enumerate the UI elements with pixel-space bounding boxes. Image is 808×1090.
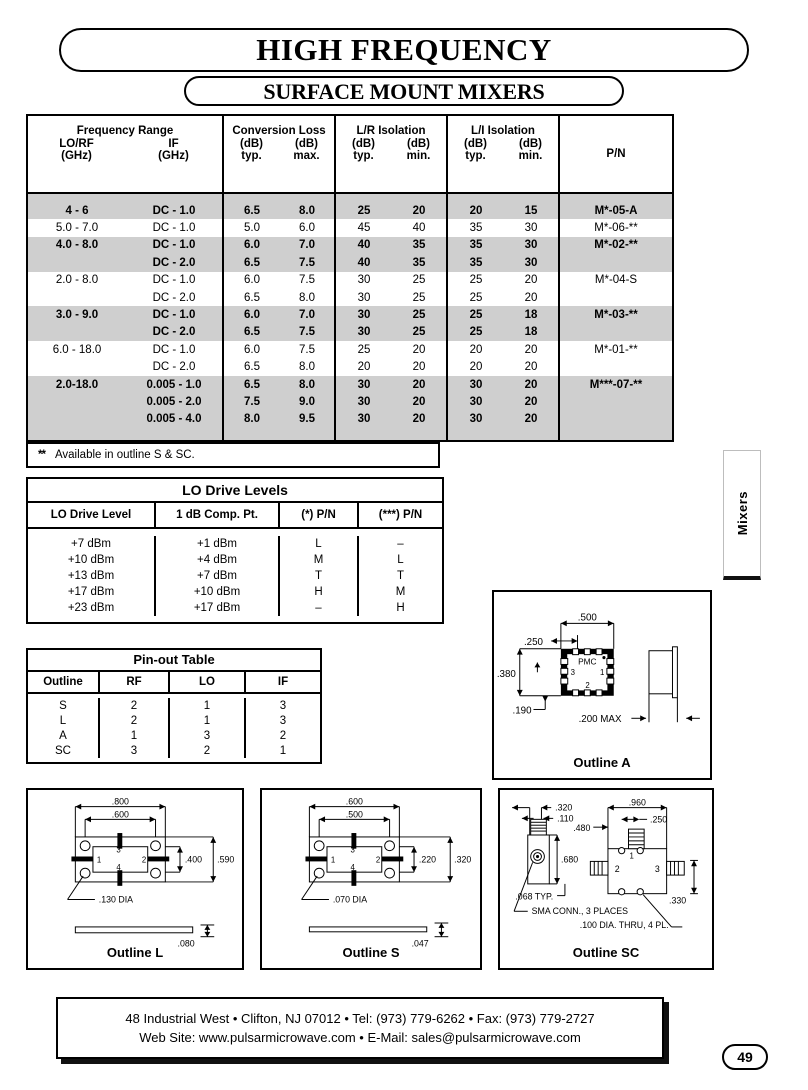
cell-li-typ: 35 [469,256,483,269]
table-row [28,393,672,410]
svg-text:.047: .047 [411,938,429,949]
cell-li-min: 20 [504,341,560,358]
cell-lr-typ: 30 [357,326,371,339]
header-lr-typ-unit: (dB) [352,138,375,150]
cell-pn-star: H [280,584,359,600]
cell-lr-min: 20 [392,341,448,358]
cell-li-typ: 30 [469,378,483,391]
header-li-isolation-label: L/I Isolation [471,125,535,137]
svg-text:.400: .400 [184,854,203,865]
table-row [28,698,320,713]
cell-li-typ: 25 [469,274,483,287]
svg-text:.600: .600 [345,796,363,807]
header-conversion-loss [224,116,336,192]
svg-text:PMC: PMC [578,656,597,667]
lo-header-pn-star: (*) P/N [280,503,359,527]
svg-text:3: 3 [350,845,355,855]
outline-s-drawing [262,790,480,968]
header-li-min-unit: (dB) [519,138,542,150]
pinout-body [28,694,320,762]
table-row [28,306,672,323]
cell-lorf: 6.0 - 18.0 [52,343,102,356]
cell-li-typ: 20 [469,343,483,356]
table-row [28,272,672,289]
cell-lorf: 4 - 6 [65,204,89,217]
cell-part-number: M***-07-** [589,378,643,391]
svg-text:2: 2 [614,864,620,875]
page-title: HIGH FREQUENCY [59,28,749,72]
cell-lr-min: 25 [392,272,448,289]
page-number-badge: 49 [722,1044,768,1070]
table-row [28,376,672,393]
cell-part-number: M*-03-** [594,309,638,322]
cell-lo-drive-level: +7 dBm [28,536,156,552]
cell-outline: L [28,713,100,728]
cell-pn-triple-star: M [395,586,406,598]
cell-if: 2 [279,729,287,742]
spec-row-spacer [28,194,672,202]
outline-l-drawing [28,790,242,968]
cell-cl-typ: 6.5 [244,256,260,269]
cell-part-number [560,411,672,428]
cell-li-min: 18 [504,306,560,323]
cell-lorf: 2.0 - 8.0 [55,274,99,287]
footnote-box [26,442,440,468]
footer-web-line: Web Site: www.pulsarmicrowave.com • E-Mail: sales@pulsarmicrowave.com [139,1030,581,1045]
cell-pn-star: M [280,552,359,568]
table-row [28,552,442,568]
cell-li-min: 20 [504,272,560,289]
outline-sc-caption: Outline SC [572,945,640,960]
cell-li-typ: 25 [469,309,483,322]
lo-header-drive-level: LO Drive Level [28,503,156,527]
table-row [28,584,442,600]
cell-comp-point: +7 dBm [156,568,280,584]
cell-comp-point: +10 dBm [156,584,280,600]
cell-cl-max: 6.0 [280,219,336,236]
footer-contact-box [56,997,664,1059]
cell-li-min: 20 [504,289,560,306]
outline-l-drawing-box [26,788,244,970]
cell-lr-min: 35 [392,237,448,254]
spec-table-body [28,194,672,440]
cell-if: 3 [279,699,287,712]
cell-part-number [560,359,672,376]
svg-text:.250: .250 [650,814,668,825]
cell-pn-star: – [280,600,359,616]
svg-text:.068 TYP.: .068 TYP. [515,891,554,902]
svg-text:1: 1 [600,668,605,678]
cell-rf: 2 [100,698,170,713]
cell-cl-max: 9.5 [280,411,336,428]
cell-cl-typ: 6.5 [244,378,260,391]
cell-cl-max: 7.5 [280,254,336,271]
table-row [28,568,442,584]
table-row [28,202,672,219]
svg-text:.080: .080 [177,938,195,949]
header-frequency-range-label: Frequency Range [76,125,174,137]
cell-comp-point: +17 dBm [156,600,280,616]
cell-lo: 1 [170,713,246,728]
cell-lo-drive-level: +13 dBm [28,568,156,584]
svg-text:.320: .320 [454,854,472,865]
cell-lorf [28,359,126,376]
cell-lr-min: 20 [392,393,448,410]
cell-if: 3 [279,714,287,727]
cell-lorf [28,411,126,428]
svg-text:.680: .680 [561,854,579,865]
cell-cl-typ: 6.0 [244,274,260,287]
svg-text:.500: .500 [577,612,597,624]
svg-text:SMA CONN., 3 PLACES: SMA CONN., 3 PLACES [531,906,628,917]
header-part-number-label: P/N [606,147,626,160]
cell-li-min: 20 [504,393,560,410]
cell-cl-max: 7.5 [280,341,336,358]
table-row [28,254,672,271]
cell-li-typ: 30 [469,413,483,426]
cell-if: DC - 1.0 [126,219,224,236]
cell-lr-min: 20 [392,376,448,393]
cell-lo-drive-level: +23 dBm [28,600,156,616]
cell-cl-max: 8.0 [280,202,336,219]
header-if: IF [168,138,179,150]
cell-pn-triple-star: H [396,602,405,614]
svg-text:.130 DIA: .130 DIA [98,894,134,905]
cell-lr-typ: 30 [357,309,371,322]
header-lr-min-unit: (dB) [407,138,430,150]
cell-cl-typ: 6.5 [244,361,260,374]
pinout-header-lo: LO [170,672,246,692]
svg-text:1: 1 [330,855,336,865]
outline-a-caption: Outline A [573,755,631,770]
cell-cl-max: 9.0 [280,393,336,410]
svg-text:.100 DIA. THRU, 4 PL.: .100 DIA. THRU, 4 PL. [579,919,669,930]
outline-l-caption: Outline L [106,945,164,960]
cell-lr-typ: 30 [357,395,371,408]
cell-li-typ: 25 [469,326,483,339]
header-conversion-loss-label: Conversion Loss [232,125,326,137]
table-row [28,713,320,728]
svg-text:.600: .600 [111,809,129,820]
cell-outline: SC [28,743,100,758]
cell-part-number: M*-06-** [594,222,638,235]
cell-lorf: 2.0-18.0 [55,378,99,391]
cell-part-number: M*-05-A [594,204,638,217]
cell-lr-min: 20 [392,202,448,219]
svg-text:.500: .500 [345,809,363,820]
cell-cl-max: 7.5 [280,324,336,341]
lo-header-comp-point: 1 dB Comp. Pt. [156,503,280,527]
cell-lr-min: 25 [392,289,448,306]
svg-text:2: 2 [585,680,590,690]
svg-text:2: 2 [141,855,147,865]
cell-if: DC - 1.0 [126,272,224,289]
cell-pn-star: L [280,536,359,552]
cell-lr-typ: 40 [357,256,371,269]
header-lr-isolation-label: L/R Isolation [356,125,426,137]
cell-rf: 2 [100,713,170,728]
svg-text:3: 3 [654,864,660,875]
cell-cl-typ: 8.0 [244,413,260,426]
cell-cl-max: 7.5 [280,272,336,289]
header-frequency-range [28,116,224,192]
cell-lo-drive-level: +17 dBm [28,584,156,600]
cell-comp-point: +4 dBm [156,552,280,568]
svg-text:3: 3 [570,668,576,678]
cell-lr-min: 20 [392,359,448,376]
cell-lorf [28,289,126,306]
cell-part-number: M*-01-** [594,343,638,356]
cell-cl-typ: 6.5 [244,326,260,339]
pinout-header-if: IF [277,676,289,688]
header-cl-typ-unit: (dB) [240,138,263,150]
pinout-header-row [28,672,320,694]
cell-cl-max: 7.0 [280,237,336,254]
cell-part-number [560,254,672,271]
outline-a-drawing [494,592,710,778]
cell-lr-typ: 30 [357,291,371,304]
svg-text:.110: .110 [557,813,574,824]
cell-if: DC - 1.0 [126,341,224,358]
lo-drive-levels-table [26,477,444,624]
cell-cl-typ: 7.5 [244,395,260,408]
cell-lorf: 5.0 - 7.0 [55,222,99,235]
cell-lorf [28,254,126,271]
lo-header-pn-triple-star: (***) P/N [378,509,423,521]
svg-text:4: 4 [350,863,355,873]
table-row [28,289,672,306]
table-row [28,743,320,758]
cell-if: DC - 1.0 [126,306,224,323]
cell-if: 0.005 - 2.0 [126,393,224,410]
outline-a-drawing-box [492,590,712,780]
cell-cl-typ: 6.5 [244,291,260,304]
cell-lorf [28,393,126,410]
cell-lr-min: 35 [392,254,448,271]
header-lr-typ: typ. [353,150,374,162]
cell-lr-typ: 25 [357,343,371,356]
spec-row-spacer [28,428,672,440]
svg-text:2: 2 [375,855,381,865]
header-cl-max: max. [293,150,320,162]
cell-li-min: 30 [504,237,560,254]
pinout-title: Pin-out Table [28,650,320,672]
cell-li-min: 18 [504,324,560,341]
cell-lo: 2 [170,743,246,758]
cell-part-number: M*-04-S [594,274,638,287]
outline-sc-drawing-box [498,788,714,970]
cell-cl-max: 8.0 [280,376,336,393]
footnote-marker: ** [38,449,45,461]
cell-lr-typ: 25 [357,204,371,217]
header-cl-typ: typ. [241,150,262,162]
cell-outline: A [28,728,100,743]
table-row [28,237,672,254]
cell-lo: 1 [170,698,246,713]
cell-rf: 1 [100,728,170,743]
svg-text:.190: .190 [512,705,532,717]
cell-li-min: 30 [504,254,560,271]
header-lorf-unit: (GHz) [61,150,92,162]
cell-lr-typ: 30 [357,274,371,287]
pinout-header-outline: Outline [28,672,100,692]
cell-li-min: 20 [504,376,560,393]
spec-table-header [28,116,672,194]
lo-drive-levels-title: LO Drive Levels [28,479,442,503]
cell-pn-triple-star: L [397,554,404,566]
cell-pn-star: T [280,568,359,584]
cell-pn-triple-star: T [396,570,405,582]
cell-lr-min: 20 [392,411,448,428]
svg-text:.800: .800 [111,796,129,807]
lo-drive-header-row [28,503,442,529]
cell-outline: S [28,698,100,713]
section-tab-label: Mixers [734,491,750,536]
header-li-isolation [448,116,560,192]
cell-if: DC - 2.0 [126,324,224,341]
cell-li-min: 20 [504,359,560,376]
svg-text:.330: .330 [669,895,687,906]
cell-cl-typ: 6.0 [244,239,260,252]
cell-lr-typ: 45 [357,222,371,235]
svg-text:.250: .250 [523,636,543,648]
cell-cl-typ: 6.0 [244,309,260,322]
header-if-unit: (GHz) [158,150,189,162]
header-cl-max-unit: (dB) [295,138,318,150]
cell-part-number [560,289,672,306]
table-row [28,411,672,428]
svg-text:3: 3 [116,845,121,855]
header-lr-min: min. [406,150,431,162]
cell-li-typ: 20 [469,361,483,374]
outline-s-drawing-box [260,788,482,970]
header-part-number [560,116,672,192]
cell-lo: 3 [170,728,246,743]
svg-text:.590: .590 [217,854,235,865]
svg-text:.380: .380 [496,669,516,681]
pinout-table [26,648,322,764]
cell-lr-min: 25 [392,306,448,323]
cell-part-number [560,393,672,410]
cell-lorf: 4.0 - 8.0 [55,239,99,252]
cell-cl-max: 7.0 [280,306,336,323]
table-row [28,219,672,236]
cell-cl-typ: 5.0 [244,222,260,235]
cell-pn-triple-star: – [397,538,404,550]
cell-li-typ: 30 [469,395,483,408]
cell-lr-min: 40 [392,219,448,236]
header-lr-isolation [336,116,448,192]
cell-lr-typ: 30 [357,378,371,391]
cell-li-typ: 35 [469,239,483,252]
footnote-text: Available in outline S & SC. [54,449,195,461]
table-row [28,341,672,358]
cell-li-typ: 35 [469,222,483,235]
cell-if: DC - 2.0 [126,254,224,271]
page-subtitle: SURFACE MOUNT MIXERS [184,76,624,106]
footer-address-line: 48 Industrial West • Clifton, NJ 07012 • Tel: (973) 779-6262 • Fax: (973) 779-2727 [125,1011,595,1026]
cell-if: 0.005 - 1.0 [126,376,224,393]
table-row [28,324,672,341]
svg-text:.220: .220 [418,854,437,865]
cell-cl-typ: 6.5 [244,204,260,217]
cell-lr-typ: 40 [357,239,371,252]
table-row [28,600,442,616]
svg-text:.070 DIA: .070 DIA [332,894,368,905]
cell-li-min: 15 [504,202,560,219]
svg-text:.480: .480 [573,823,591,834]
pinout-header-rf: RF [100,672,170,692]
cell-cl-max: 8.0 [280,359,336,376]
cell-cl-max: 8.0 [280,289,336,306]
specifications-table [26,114,674,442]
header-li-typ: typ. [465,150,486,162]
cell-lorf: 3.0 - 9.0 [55,309,99,322]
cell-if: 1 [279,744,287,757]
header-lorf: LO/RF [59,138,94,150]
lo-drive-body [28,529,442,622]
table-row [28,536,442,552]
svg-text:.960: .960 [628,797,646,808]
cell-lorf [28,324,126,341]
svg-text:.200 MAX: .200 MAX [578,714,622,726]
cell-li-typ: 25 [469,291,483,304]
cell-lr-typ: 20 [357,361,371,374]
header-li-min: min. [518,150,543,162]
section-tab-mixers[interactable] [723,450,761,580]
header-li-typ-unit: (dB) [464,138,487,150]
svg-text:4: 4 [116,863,121,873]
cell-li-min: 30 [504,219,560,236]
cell-cl-typ: 6.0 [244,343,260,356]
cell-comp-point: +1 dBm [156,536,280,552]
cell-li-min: 20 [504,411,560,428]
title-banners [0,28,808,106]
cell-li-typ: 20 [469,204,483,217]
table-row [28,728,320,743]
cell-lr-typ: 30 [357,413,371,426]
cell-part-number: M*-02-** [594,239,638,252]
table-row [28,359,672,376]
cell-if: DC - 2.0 [126,359,224,376]
cell-if: 0.005 - 4.0 [126,411,224,428]
svg-text:1: 1 [629,851,634,861]
cell-part-number [560,324,672,341]
cell-if: DC - 1.0 [126,237,224,254]
cell-lo-drive-level: +10 dBm [28,552,156,568]
cell-if: DC - 2.0 [126,289,224,306]
outline-s-caption: Outline S [342,945,400,960]
cell-rf: 3 [100,743,170,758]
outline-sc-drawing [500,790,712,968]
cell-if: DC - 1.0 [126,202,224,219]
svg-text:1: 1 [96,855,102,865]
cell-lr-min: 25 [392,324,448,341]
svg-text:.320: .320 [555,802,573,813]
